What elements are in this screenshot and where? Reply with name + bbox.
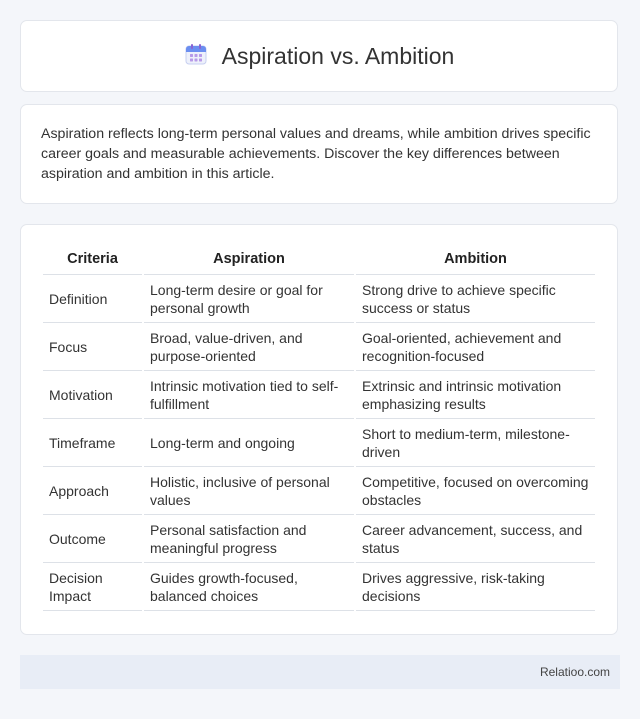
table-row <box>43 419 595 467</box>
criteria-cell: Decision Impact <box>43 563 142 611</box>
ambition-cell: Strong drive to achieve specific success or status <box>356 275 595 323</box>
table-row <box>43 563 595 611</box>
ambition-cell: Extrinsic and intrinsic motivation emphasizing results <box>356 371 595 419</box>
header-aspiration: Aspiration <box>144 243 354 275</box>
table-row <box>43 371 595 419</box>
ambition-cell: Drives aggressive, risk-taking decisions <box>356 563 595 611</box>
page-title: Aspiration vs. Ambition <box>221 42 455 69</box>
ambition-cell: Goal-oriented, achievement and recognition-focused <box>356 323 595 371</box>
header-criteria: Criteria <box>43 243 142 275</box>
criteria-cell: Definition <box>43 275 142 323</box>
intro-card <box>20 104 618 204</box>
ambition-cell: Short to medium-term, milestone-driven <box>356 419 595 467</box>
header-ambition: Ambition <box>356 243 595 275</box>
aspiration-cell: Guides growth-focused, balanced choices <box>144 563 354 611</box>
criteria-cell: Motivation <box>43 371 142 419</box>
header-card <box>20 20 618 92</box>
table-row <box>43 323 595 371</box>
table-row <box>43 275 595 323</box>
aspiration-cell: Intrinsic motivation tied to self-fulfillment <box>144 371 354 419</box>
footer-site-link[interactable]: Relatioo.com <box>539 665 610 679</box>
aspiration-cell: Personal satisfaction and meaningful progress <box>144 515 354 563</box>
criteria-cell: Focus <box>43 323 142 371</box>
calendar-icon <box>184 42 208 71</box>
criteria-cell: Timeframe <box>43 419 142 467</box>
comparison-card <box>20 224 618 635</box>
aspiration-cell: Long-term desire or goal for personal growth <box>144 275 354 323</box>
footer <box>20 655 620 689</box>
aspiration-cell: Broad, value-driven, and purpose-oriented <box>144 323 354 371</box>
table-row <box>43 467 595 515</box>
aspiration-cell: Holistic, inclusive of personal values <box>144 467 354 515</box>
intro-text: Aspiration reflects long-term personal values and dreams, while ambition drives specific career goals and measurable achievements. Discover the key differences between aspiration and ambition in this article. <box>41 126 591 182</box>
aspiration-cell: Long-term and ongoing <box>144 419 354 467</box>
comparison-table <box>41 243 597 611</box>
criteria-cell: Outcome <box>43 515 142 563</box>
table-row <box>43 515 595 563</box>
criteria-cell: Approach <box>43 467 142 515</box>
table-header-row <box>43 243 595 275</box>
ambition-cell: Career advancement, success, and status <box>356 515 595 563</box>
ambition-cell: Competitive, focused on overcoming obstacles <box>356 467 595 515</box>
